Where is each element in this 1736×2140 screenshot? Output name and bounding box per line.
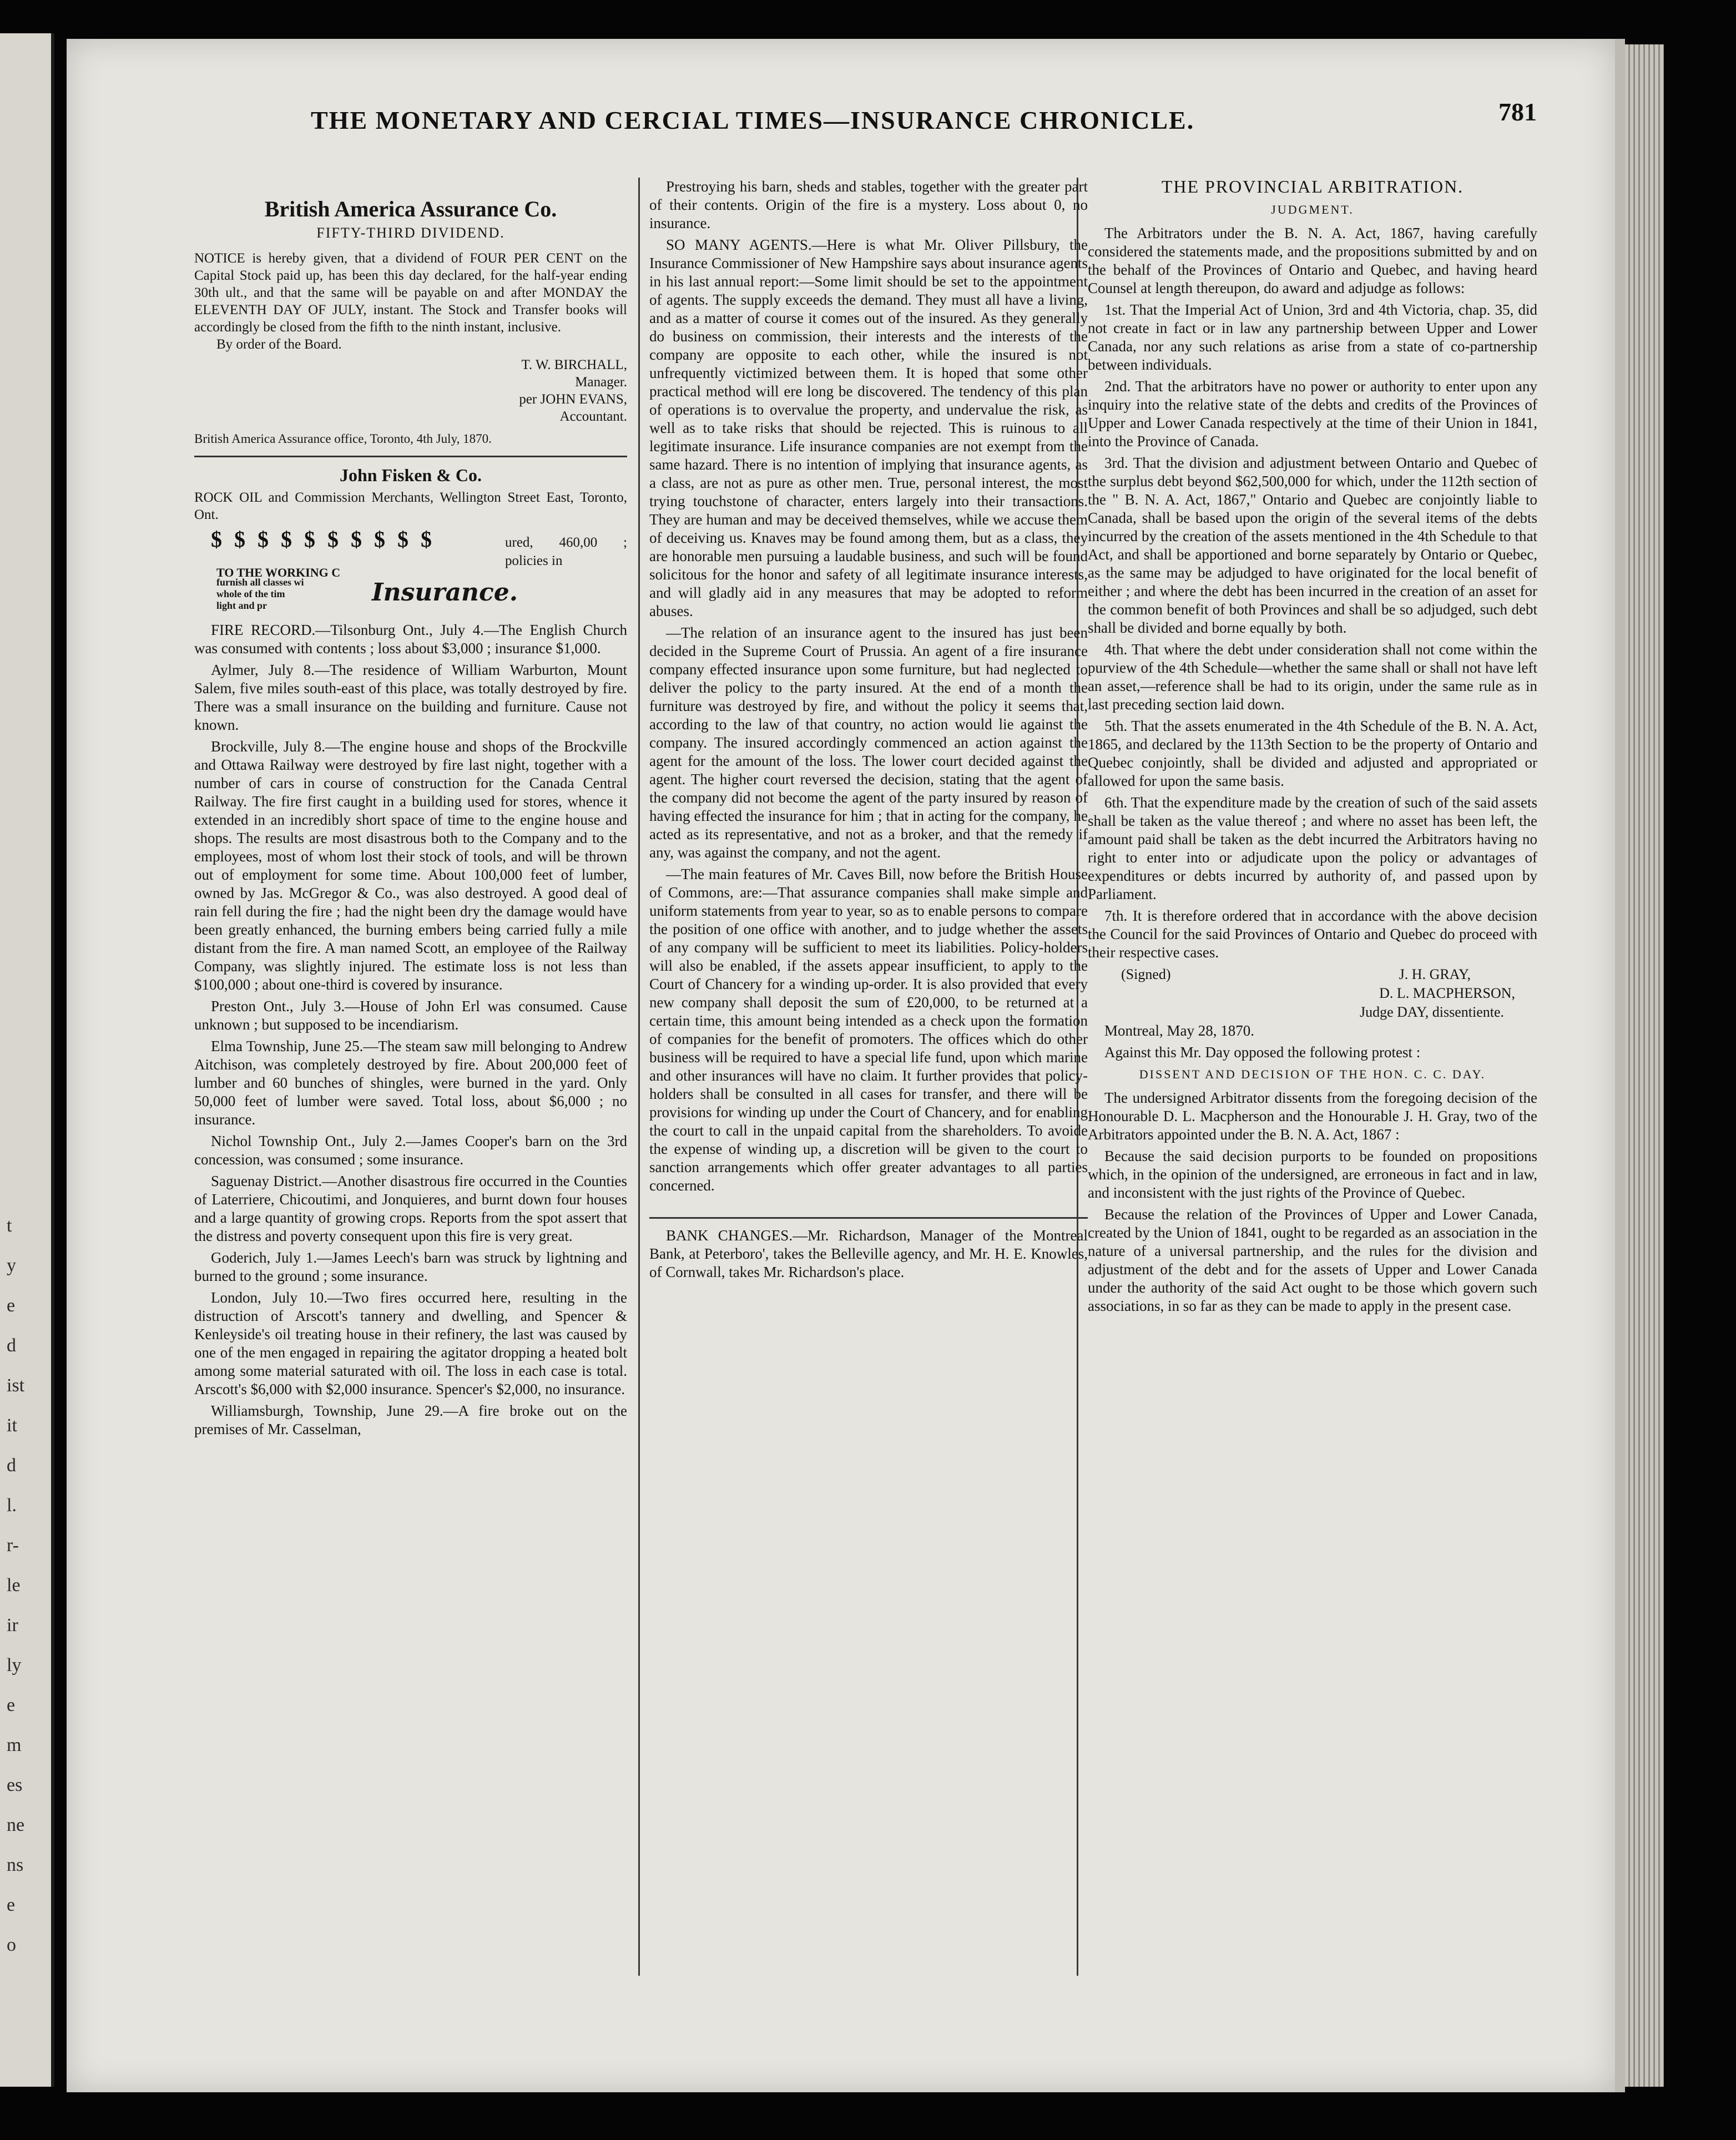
fire-record [194, 621, 627, 1439]
dateline: Montreal, May 28, 1870. [1104, 1022, 1254, 1039]
dollar-row: $ $ $ $ $ $ $ $ $ $ [211, 527, 435, 552]
left-page-fragment: o [7, 1935, 16, 1955]
left-page-fragment: ne [7, 1815, 25, 1835]
article-paragraph: Prestroying his barn, sheds and stables, together with the greater part of their contents. Origin of the fire is a mystery. Loss about 0, no insurance. [649, 178, 1088, 231]
left-page-fragment: ist [7, 1375, 25, 1396]
signer-role: Manager. [575, 375, 627, 390]
left-page-fragment: d [7, 1455, 16, 1476]
fire-record-paragraph: Elma Township, June 25.—The steam saw mill belonging to Andrew Aitchison, was completely destroyed by fire. About 200,000 feet of lumber and 60 bunches of shingles, were burned in the yard. Only 50,000 feet of lumber were saved. Total loss, about $6,000 ; no insurance. [194, 1038, 627, 1128]
column-rule [638, 178, 640, 1976]
signer-name: T. W. BIRCHALL, [521, 357, 627, 372]
article-paragraph: SO MANY AGENTS.—Here is what Mr. Oliver Pillsbury, the Insurance Commissioner of New Hampshire says about insurance agents in his last annual report:—Some limit should be set to the appointment of agents. The supply exceeds the demand. They must all have a living, and as a matter of course it comes out of the insured. As they generally do business on commission, their interests and the interests of the company are opposite to each other, while the insured is not unfrequently victimized between them. It is hoped that some other practical method will ere long be discovered. The tendency of this plan of operations is to overvalue the property, and undervalue the risk, as well as to take risks that should be rejected. This is ruinous to all legitimate insurance. Life insurance companies are not exempt from the same hazard. There is no intention of implying that insurance agents, as a class, are not as pure as other men. True, personal interest, the most trying touchstone of character, enters largely into their transactions. They are human and may be deceived themselves, while we accuse them of deceiving us. Knaves may be found among them, but as a class, they are honorable men pursuing a laudable business, and such will be found solicitous for the honor and safety of all legitimate insurance interests, and will gladly aid in any measures that may be adopted to reform abuses. [649, 236, 1088, 619]
dissent-paragraphs [1088, 1089, 1537, 1315]
fire-record-paragraph: Nichol Township Ont., July 2.—James Cooper's barn on the 3rd concession, was consumed ; some insurance. [194, 1133, 627, 1168]
fire-record-paragraph: Preston Ont., July 3.—House of John Erl was consumed. Cause unknown ; but supposed to be incendiarism. [194, 998, 627, 1033]
banner-fine-2: whole of the tim [216, 588, 285, 599]
ad-order: By order of the Board. [216, 337, 342, 352]
ad-signature [194, 356, 627, 425]
dissent-paragraph: The undersigned Arbitrator dissents from the foregoing decision of the Honourable D. L. Macpherson and the Honourable J. H. Gray, two of the Arbitrators appointed under the B. N. A. Act, 1867 : [1088, 1089, 1537, 1143]
left-page-fragment: d [7, 1335, 16, 1356]
bank-changes-text: BANK CHANGES.—Mr. Richardson, Manager of the Montreal Bank, at Peterboro', takes the Belleville agency, and Mr. H. E. Knowles, of Cornwall, takes Mr. Richardson's place. [649, 1227, 1088, 1280]
divider [194, 456, 627, 457]
judgment-paragraph: 3rd. That the division and adjustment between Ontario and Quebec of the surplus debt beyond $62,500,000 for which, under the 112th section of the " B. N. A. Act, 1867," Ontario and Quebec are conjointly liable to Canada, shall be based upon the origin of the several items of the debts incurred by the creation of the assets mentioned in the 4th Schedule to that Act, and shall be apportioned and borne separately by Ontario or Quebec, as the same may be adjudged to have originated for the local benefit of either ; and where the debt has been incurred in the creation of an asset for the common benefit of both Provinces and shall be so adjudged, such debt shall be divided and borne equally by both. [1088, 455, 1537, 636]
fire-record-paragraph: FIRE RECORD.—Tilsonburg Ont., July 4.—The English Church was consumed with contents ; loss about $3,000 ; insurance $1,000. [194, 622, 627, 657]
fire-record-paragraph: Goderich, July 1.—James Leech's barn was struck by lightning and burned to the ground ; some insurance. [194, 1249, 627, 1284]
left-page-fragment: es [7, 1775, 23, 1795]
judgment-paragraph: 4th. That where the debt under consideration shall not come within the purview of the 4th Schedule—whether the same shall or shall not have left an asset,—reference shall be had to its origin, under the same rule as in last preceding section laid down. [1088, 641, 1537, 713]
banner-fine-3: light and pr [216, 600, 268, 611]
column-2-articles [649, 178, 1088, 1195]
left-page-fragment: m [7, 1735, 22, 1755]
signed-label: (Signed) [1121, 966, 1171, 982]
left-page-fragment: y [7, 1255, 16, 1276]
judgment-paragraph: 2nd. That the arbitrators have no power or authority to enter upon any inquiry into the relative state of the debts and credits of the Provinces of Upper and Lower Canada respectively at the time of their Union in 1841, into the Province of Canada. [1088, 378, 1537, 450]
judgment-paragraphs [1088, 224, 1537, 962]
arbitration-title: THE PROVINCIAL ARBITRATION. [1161, 176, 1464, 196]
fire-record-paragraph: Williamsburgh, Township, June 29.—A fire broke out on the premises of Mr. Casselman, [194, 1402, 627, 1437]
column-1 [194, 178, 627, 1442]
fire-record-paragraph: Aylmer, July 8.—The residence of William Warburton, Mount Salem, five miles south-east of this place, was totally destroyed by fire. There was a small insurance on the building and furniture. Cause not known. [194, 662, 627, 733]
fisken-title: John Fisken & Co. [339, 465, 482, 485]
signer-gray: J. H. GRAY, [1399, 966, 1471, 982]
left-page-fragment: it [7, 1415, 17, 1436]
dissent-title: DISSENT AND DECISION OF THE HON. C. C. DAY. [1139, 1067, 1486, 1081]
judgment-paragraph: 5th. That the assets enumerated in the 4th Schedule of the B. N. A. Act, 1865, and declared by the 113th Section to be the property of Ontario and Quebec conjointly, shall be divided and adjusted and appropriated or allowed for upon the same basis. [1088, 718, 1537, 789]
column-3 [1088, 178, 1537, 1319]
left-page-fragment: le [7, 1575, 21, 1596]
judgment-paragraph: The Arbitrators under the B. N. A. Act, 1867, having carefully considered the statements made, and the propositions submitted by and on the behalf of the Provinces of Ontario and Quebec, and having heard Counsel at length thereupon, do award and adjudge as follows: [1088, 225, 1537, 296]
article-paragraph: —The main features of Mr. Caves Bill, now before the British House of Commons, are:—That assurance companies shall make simple and uniform statements from year to year, so as to enable persons to compare the position of one office with another, and to judge whether the assets of any company will be sufficient to meet its liabilities. Policy-holders will also be enabled, if the assets appear insufficient, to apply to the Court of Chancery for a winding up-order. It is also provided that every new company shall deposit the sum of £20,000, to be returned at a certain time, this amount being intended as a check upon the formation of companies for the benefit of promoters. The offices which do other business will be required to have a special life fund, upon which marine and other insurances will have no claim. It further provides that policy-holders shall be consulted in all cases for transfer, and there will be provisions for winding up under the Court of Chancery, and for enabling the court to call in the unpaid capital from the shareholders. To avoide the expense of winding up, a discretion will be given to the court to sanction arrangements which offer greater advantages to all parties concerned. [649, 866, 1088, 1194]
left-page-margin [0, 33, 54, 2087]
left-page-fragment: e [7, 1695, 16, 1715]
judgment-paragraph: 6th. That the expenditure made by the creation of such of the said assets shall be taken as the value thereof ; and where no asset has been left, the amount paid shall be taken as the debt incurred the Arbitrators having no right to enter into or adjudicate upon the policy or advantages of expenditures or debts incurred by authority of, and passed upon by Parliament. [1088, 794, 1537, 902]
fire-record-paragraph: Saguenay District.—Another disastrous fire occurred in the Counties of Laterriere, Chicoutimi, and Jonquieres, and burnt down four houses and a large quantity of growing crops. Reports from the spot assert that the distress and poverty consequent upon this fire is very great. [194, 1173, 627, 1244]
insurance-banner [194, 527, 627, 613]
left-page-fragment: r- [7, 1535, 19, 1556]
bank-changes [649, 1217, 1088, 1281]
fisken-body: ROCK OIL and Commission Merchants, Wellington Street East, Toronto, Ont. [194, 490, 627, 522]
dissent-paragraph: Because the relation of the Provinces of Upper and Lower Canada, created by the Union of 1841, ought to be regarded as an association in the nature of a universal partnership, and the rules for the division and adjustment of the debt and for the assets of Upper and Lower Canada under the authority of the said Act ought to be those which govern such associations, in so far as they can be made to apply in the present case. [1088, 1206, 1537, 1314]
left-page-fragment: e [7, 1895, 16, 1915]
ad-title: British America Assurance Co. [264, 196, 557, 221]
protest-intro: Against this Mr. Day opposed the following protest : [1104, 1044, 1421, 1061]
signer-macpherson: D. L. MACPHERSON, [1379, 985, 1515, 1001]
ad-subtitle: FIFTY-THIRD DIVIDEND. [316, 225, 505, 241]
judgment-paragraph: 1st. That the Imperial Act of Union, 3rd and 4th Victoria, chap. 35, did not create in fact or in law any partnership between Upper and Lower Canada, nor any such relations as arise from a state of co-partnership between individuals. [1088, 301, 1537, 373]
ad-body: NOTICE is hereby given, that a dividend of FOUR PER CENT on the Capital Stock paid up, has been this day declared, for the half-year ending 30th ult., and that the same will be payable on and after MONDAY the ELEVENTH DAY OF JULY, instant. The Stock and Transfer books will accordingly be closed from the fifth to the ninth instant, inclusive. [194, 251, 627, 335]
left-page-fragment: l. [7, 1495, 17, 1516]
dissent-line: Judge DAY, dissentiente. [1360, 1004, 1504, 1020]
fire-record-paragraph: London, July 10.—Two fires occurred here, resulting in the distruction of Arscott's tannery and dwelling, and Spencer & Kenleyside's oil treating house in their refinery, the last was caused by one of the men engaged in repairing the agitator dropping a heated bolt among some material saturated with oil. The loss in each case is total. Arscott's $6,000 with $2,000 insurance. Spencer's $2,000, no insurance. [194, 1289, 627, 1397]
judgment-subtitle: JUDGMENT. [1271, 203, 1354, 216]
left-page-fragment: e [7, 1295, 16, 1316]
signer-per: per JOHN EVANS, [519, 392, 627, 407]
signer-role-2: Accountant. [559, 409, 627, 424]
page-number: 781 [1498, 98, 1537, 126]
left-page-fragment: ir [7, 1615, 18, 1636]
left-page-fragment: t [7, 1215, 12, 1236]
column-2 [649, 178, 1088, 1285]
banner-working: TO THE WORKING C [216, 566, 341, 579]
signatures [1088, 965, 1537, 1022]
banner-fine-1: furnish all classes wi [216, 577, 304, 588]
left-page-fragment: ns [7, 1855, 24, 1875]
page-header: THE MONETARY AND CERCIAL TIMES—INSURANCE CHRONICLE. [311, 106, 1195, 134]
banner-fine [216, 577, 304, 612]
judgment-paragraph: 7th. It is therefore ordered that in accordance with the above decision the Council for the said Provinces of Ontario and Quebec do proceed with their respective cases. [1088, 907, 1537, 961]
page-edge [1625, 44, 1664, 2087]
article-paragraph: —The relation of an insurance agent to the insured has just been decided in the Supreme Court of Prussia. An agent of a fire insurance company effected insurance upon some furniture, but had neglected to deliver the policy to the party insured. At the end of a month the furniture was destroyed by fire, and without the policy it seems that, according to the law of that country, no action would lie against the company. The insured accordingly commenced an action against the agent for the amount of the loss. The lower court decided against the agent. The higher court reversed the decision, stating that the agent of the company did not become the agent of the party insured by reason of having effected the insurance for him ; that in acting for the company, he acted as its representative, and not as a broker, and that the remedy if any, was against the company, and not the agent. [649, 624, 1088, 861]
banner-tail: ured, 460,00 ; policies in [505, 535, 627, 568]
ad-office: British America Assurance office, Toronto, 4th July, 1870. [194, 432, 492, 446]
dissent-paragraph: Because the said decision purports to be founded on propositions which, in the opinion of the undersigned, are erroneous in fact and in law, and inconsistent with the just rights of the Province of Quebec. [1088, 1148, 1537, 1201]
left-page-fragment: ly [7, 1655, 22, 1675]
fire-record-paragraph: Brockville, July 8.—The engine house and shops of the Brockville and Ottawa Railway were destroyed by fire last night, together with a number of cars in course of construction for the Canada Central Railway. The fire first caught in a building used for stores, whence it extended in an incredibly short space of time to the engine house and shops. The results are most disastrous both to the Company and to the employees, most of whom lost their stock of tools, and will be thrown out of employment for some time. About 100,000 feet of lumber, owned by Jas. McGregor & Co., was also destroyed. A good deal of rain fell during the fire ; had the night been dry the damage would have been greatly enhanced, the burning embers being carried fully a mile distant from the fire. A man named Scott, an employee of the Railway Company, was slightly injured. The estimate loss is not less than $100,000 ; about one-third is covered by insurance. [194, 738, 627, 993]
insurance-heading: Insurance. [372, 578, 518, 607]
